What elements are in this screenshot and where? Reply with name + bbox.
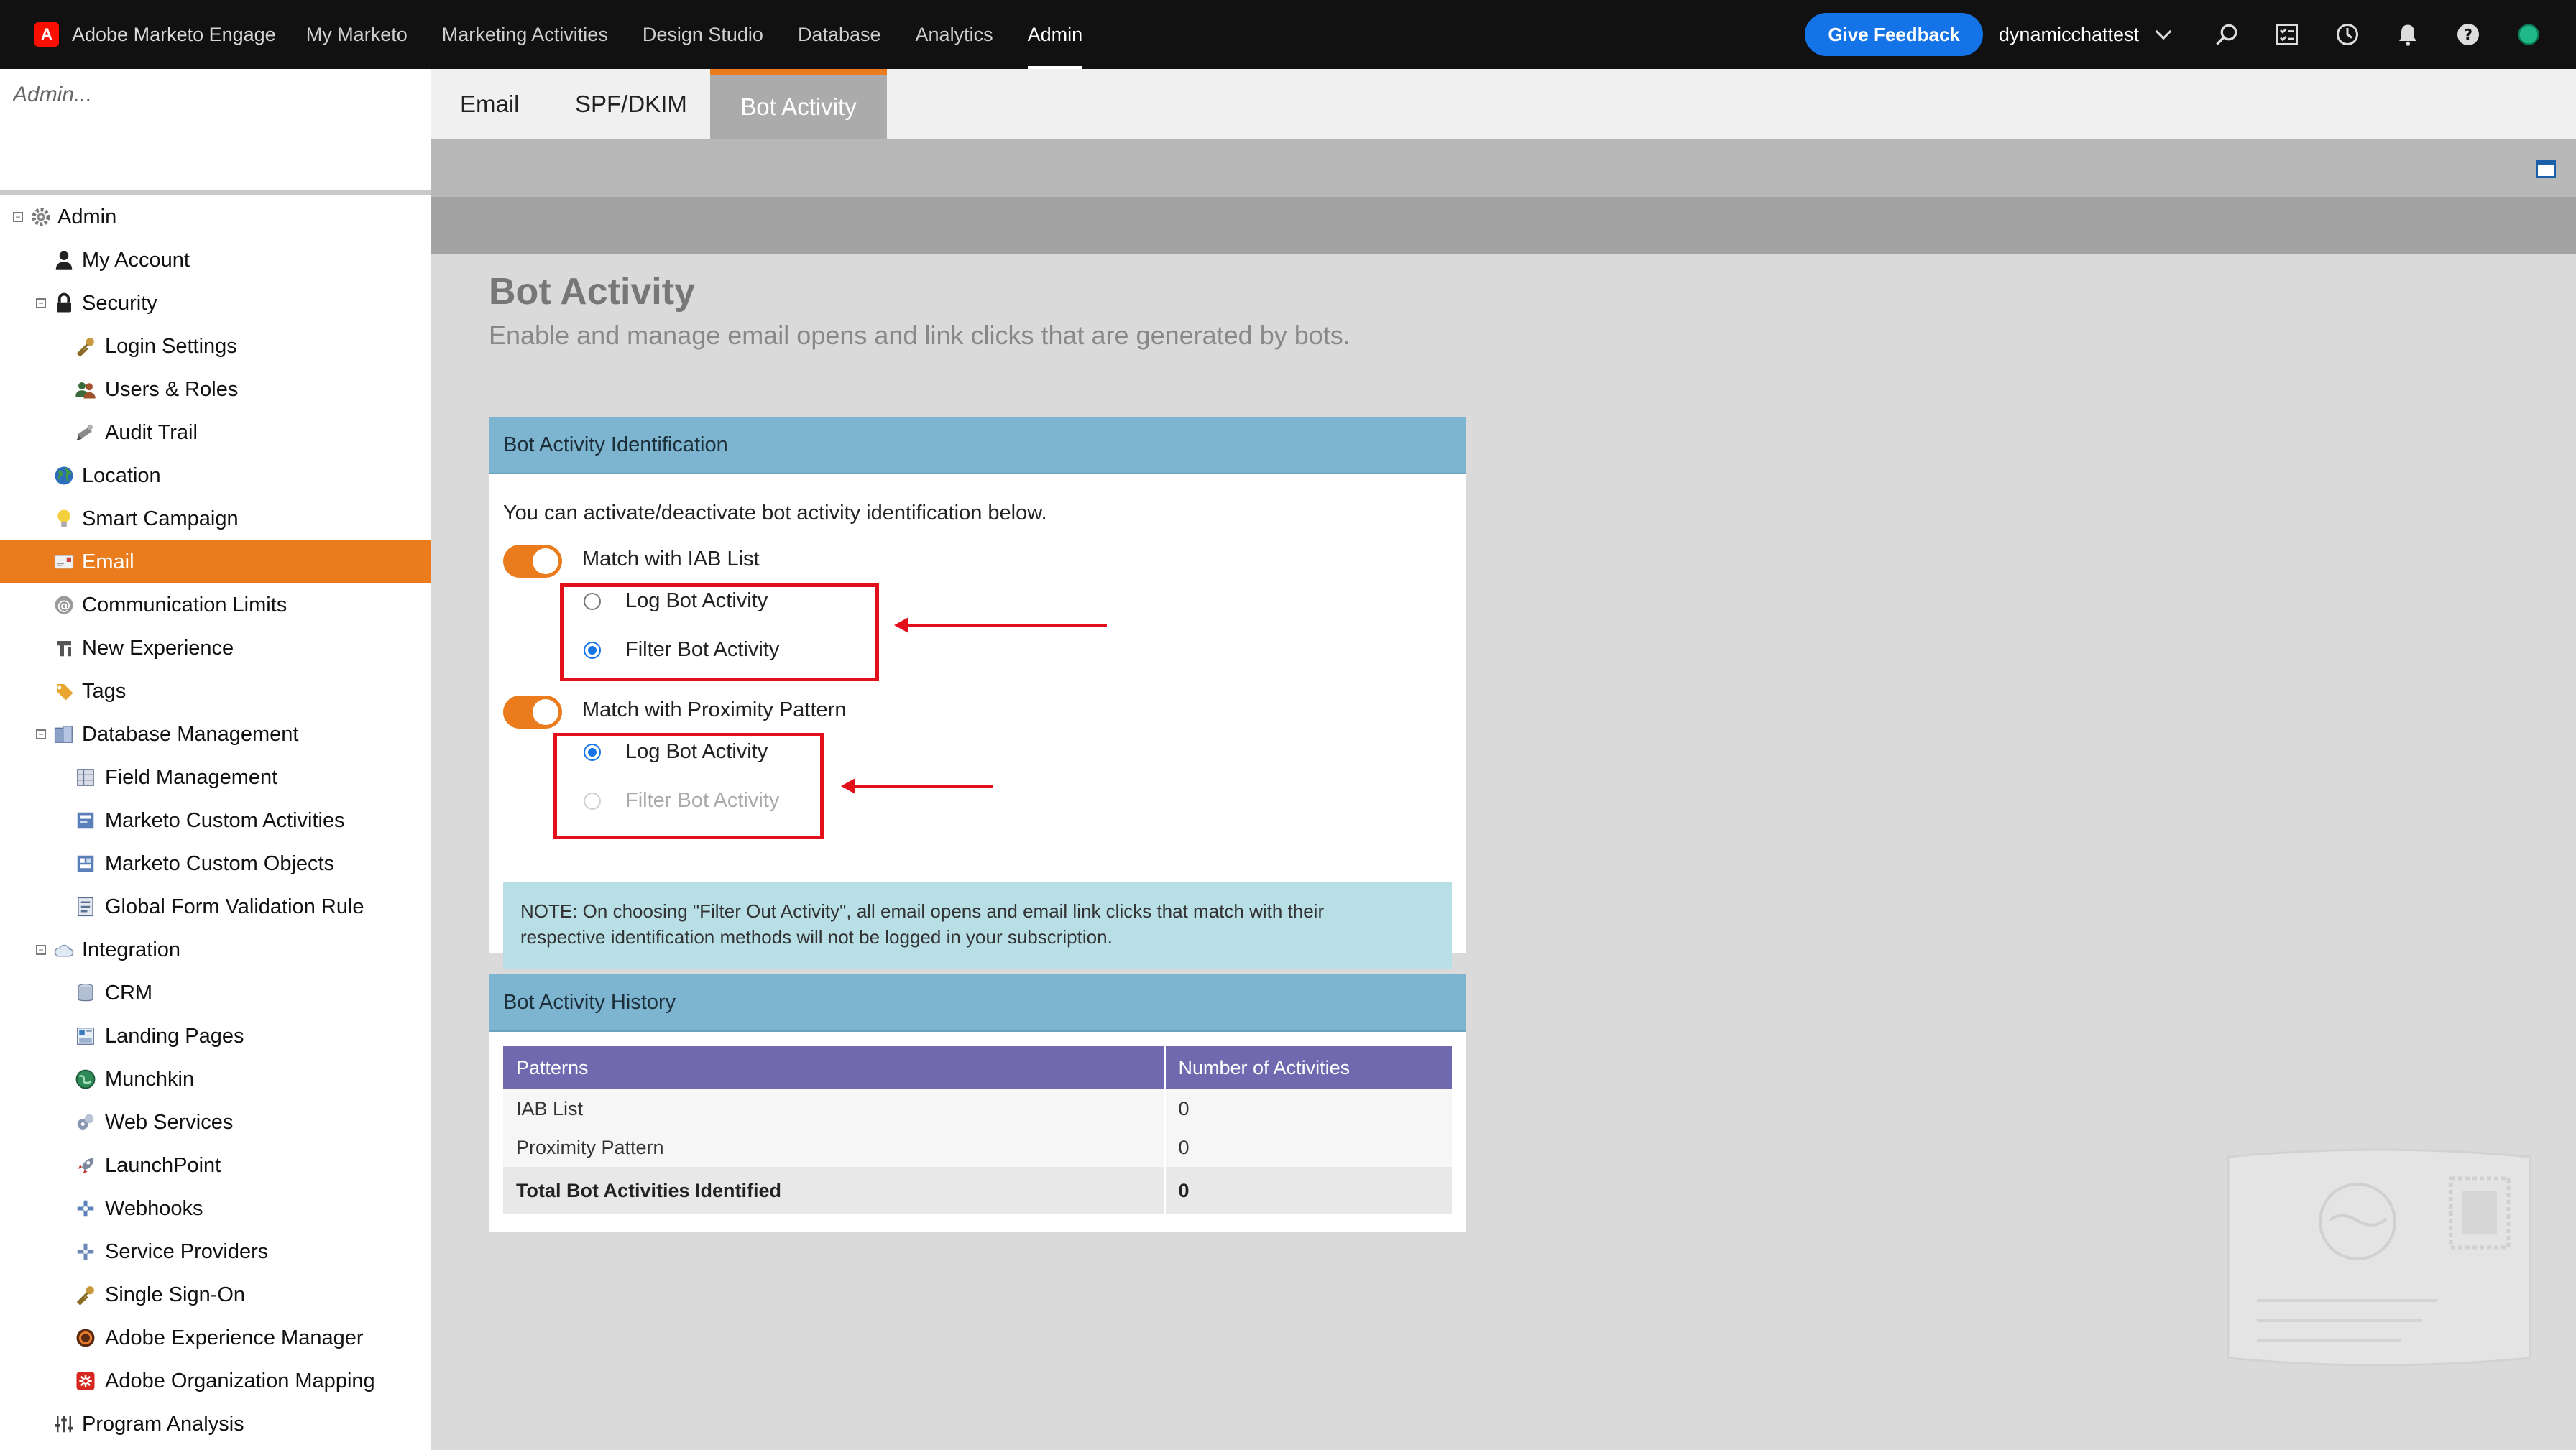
cloud-icon	[53, 939, 75, 961]
tab-bot-activity[interactable]: Bot Activity	[710, 69, 887, 139]
tree-label: Communication Limits	[82, 593, 288, 617]
tree-item-service-providers[interactable]	[0, 1230, 431, 1273]
task-list-icon[interactable]	[2257, 0, 2317, 69]
tree-item-landing-pages[interactable]	[0, 1015, 431, 1058]
identification-description: You can activate/deactivate bot activity identification below.	[503, 502, 1047, 525]
tree-label: Single Sign-On	[105, 1283, 246, 1306]
tree-item-munchkin[interactable]	[0, 1058, 431, 1101]
section-header: Bot Activity History	[489, 974, 1466, 1032]
tree-item-security[interactable]	[0, 282, 431, 325]
bot-activity-history-section	[489, 974, 1466, 1232]
top-navigation-bar	[0, 0, 2576, 69]
radio-label: Log Bot Activity	[625, 589, 768, 612]
audit-trail-icon	[75, 422, 96, 443]
table-row	[503, 1128, 1452, 1167]
page-subtitle: Enable and manage email opens and link clicks that are generated by bots.	[489, 320, 1351, 350]
admin-search	[0, 69, 431, 121]
tree-label: Adobe Organization Mapping	[105, 1369, 375, 1393]
custom-object-icon	[75, 853, 96, 874]
sidebar-divider	[0, 190, 431, 195]
tree-label: Email	[82, 550, 134, 573]
tree-item-email[interactable]	[0, 540, 431, 583]
pattern-cell: IAB List	[503, 1089, 1164, 1128]
tree-label: Smart Campaign	[82, 507, 239, 530]
tree-label: Login Settings	[105, 334, 237, 358]
tree-item-field-management[interactable]	[0, 756, 431, 799]
tree-label: Field Management	[105, 765, 278, 789]
tree-label: Audit Trail	[105, 420, 198, 444]
web-services-icon	[75, 1112, 96, 1133]
collapse-icon[interactable]: −	[36, 945, 46, 955]
tree-item-crm[interactable]	[0, 971, 431, 1015]
users-icon	[75, 379, 96, 400]
tree-item-integration[interactable]	[0, 928, 431, 971]
tree-label: Program Analysis	[82, 1412, 244, 1436]
proximity-pattern-toggle[interactable]	[503, 696, 562, 729]
nav-admin[interactable]: Admin	[1028, 0, 1083, 69]
new-experience-icon	[53, 637, 75, 659]
profile-status-icon[interactable]	[2498, 0, 2559, 69]
tree-item-admin[interactable]	[0, 195, 431, 239]
tree-label: Integration	[82, 938, 181, 961]
annotation-arrow	[897, 624, 1107, 627]
crm-database-icon	[75, 982, 96, 1004]
email-icon	[53, 551, 75, 573]
custom-activity-icon	[75, 810, 96, 831]
chevron-down-icon[interactable]	[2156, 24, 2172, 40]
tree-label: Tags	[82, 679, 126, 703]
section-header: Bot Activity Identification	[489, 417, 1466, 474]
toggle-knob	[533, 548, 558, 574]
note-line: NOTE: On choosing "Filter Out Activity", all email opens and email link clicks that match with their	[520, 900, 1325, 922]
service-provider-icon	[75, 1241, 96, 1262]
tree-item-marketo-custom-activities[interactable]	[0, 799, 431, 842]
total-count-cell: 0	[1164, 1167, 1452, 1214]
give-feedback-button[interactable]: Give Feedback	[1805, 13, 1983, 56]
nav-design-studio[interactable]: Design Studio	[642, 23, 763, 45]
tree-label: Web Services	[105, 1110, 234, 1134]
tree-item-database-management[interactable]	[0, 713, 431, 756]
field-icon	[75, 767, 96, 788]
notification-bell-icon[interactable]	[2378, 0, 2438, 69]
note-line: respective identification methods will not be logged in your subscription.	[520, 926, 1113, 948]
annotation-arrow	[844, 785, 993, 788]
tree-item-new-experience[interactable]	[0, 627, 431, 670]
filter-note	[503, 882, 1452, 969]
svg-text:@: @	[57, 598, 71, 614]
table-header-row	[503, 1046, 1452, 1089]
collapse-icon[interactable]: −	[13, 212, 23, 222]
tree-item-users-roles[interactable]	[0, 368, 431, 411]
radio-label: Filter Bot Activity	[625, 638, 780, 661]
tree-item-web-services[interactable]	[0, 1101, 431, 1144]
lightbulb-icon	[53, 508, 75, 530]
column-header-number-of-activities: Number of Activities	[1164, 1046, 1452, 1089]
brand-name: Adobe Marketo Engage	[72, 23, 276, 45]
tree-label: Munchkin	[105, 1067, 195, 1091]
tree-label: LaunchPoint	[105, 1153, 221, 1177]
radio-label: Log Bot Activity	[625, 740, 768, 763]
pattern-cell: Proximity Pattern	[503, 1128, 1164, 1167]
svg-text:?: ?	[2463, 26, 2473, 44]
annotation-highlight-box	[553, 733, 824, 839]
tree-item-location[interactable]	[0, 454, 431, 497]
toggle-knob	[533, 699, 558, 725]
iab-list-label: Match with IAB List	[582, 548, 760, 571]
gear-icon	[30, 206, 52, 228]
nav-right-controls	[1805, 0, 2576, 69]
tree-label: Users & Roles	[105, 377, 239, 401]
tree-label: CRM	[105, 981, 153, 1005]
help-icon[interactable]	[2438, 0, 2498, 69]
database-icon	[53, 724, 75, 745]
tree-label: My Account	[82, 248, 190, 272]
rocket-icon	[75, 1155, 96, 1176]
main-content	[431, 254, 2576, 1450]
table-total-row	[503, 1167, 1452, 1214]
tree-item-marketo-custom-objects[interactable]	[0, 842, 431, 885]
tree-item-program-analysis[interactable]	[0, 1403, 431, 1446]
tree-label: Location	[82, 463, 161, 487]
tree-label: Landing Pages	[105, 1024, 244, 1048]
globe-icon	[53, 465, 75, 486]
tree-item-tags[interactable]	[0, 670, 431, 713]
tree-label: Adobe Experience Manager	[105, 1326, 364, 1349]
brand[interactable]	[34, 0, 276, 69]
tree-label: Security	[82, 291, 157, 315]
bot-activity-identification-section	[489, 417, 1466, 953]
munchkin-globe-icon	[75, 1068, 96, 1090]
annotation-highlight-box	[560, 583, 879, 681]
program-analysis-icon	[53, 1413, 75, 1435]
tree-item-global-form-validation-rule[interactable]	[0, 885, 431, 928]
tree-label: New Experience	[82, 636, 234, 660]
webhook-icon	[75, 1198, 96, 1219]
tree-item-communication-limits[interactable]	[0, 583, 431, 627]
sso-key-icon	[75, 1284, 96, 1306]
tab-email[interactable]: Email	[460, 91, 520, 117]
tab-spf-dkim[interactable]: SPF/DKIM	[575, 91, 687, 117]
nav-analytics[interactable]: Analytics	[915, 23, 993, 45]
collapse-icon[interactable]: −	[36, 729, 46, 739]
person-icon	[53, 249, 75, 271]
main-nav	[306, 0, 1117, 69]
nav-marketing-activities[interactable]: Marketing Activities	[441, 23, 608, 45]
tree-label: Webhooks	[105, 1196, 203, 1220]
email-admin-tabs	[431, 69, 2576, 139]
tree-item-my-account[interactable]	[0, 239, 431, 282]
lock-icon	[53, 292, 75, 314]
radio-label: Filter Bot Activity	[625, 789, 780, 812]
tree-label: Admin	[58, 205, 117, 228]
table-row	[503, 1089, 1452, 1128]
page-title: Bot Activity	[489, 271, 695, 313]
tree-item-login-settings[interactable]	[0, 325, 431, 368]
adobe-logo-icon: A	[34, 22, 59, 47]
total-label-cell: Total Bot Activities Identified	[503, 1167, 1164, 1214]
tree-label: Marketo Custom Objects	[105, 851, 335, 875]
tag-icon	[53, 680, 75, 702]
tree-item-single-sign-on[interactable]	[0, 1273, 431, 1316]
user-menu[interactable]: dynamicchattest	[1998, 23, 2139, 45]
count-cell: 0	[1164, 1128, 1452, 1167]
tree-item-adobe-organization-mapping[interactable]	[0, 1359, 431, 1403]
tree-item-adobe-experience-manager[interactable]	[0, 1316, 431, 1359]
history-clock-icon[interactable]	[2317, 0, 2378, 69]
nav-database[interactable]: Database	[797, 23, 881, 45]
column-header-patterns: Patterns	[503, 1046, 1164, 1089]
bot-activity-history-table	[503, 1046, 1452, 1214]
tree-label: Global Form Validation Rule	[105, 895, 364, 918]
toolbar-secondary	[431, 197, 2576, 254]
aem-icon	[75, 1327, 96, 1349]
admin-search-input[interactable]	[0, 69, 431, 121]
adobe-org-icon	[75, 1370, 96, 1392]
tree-item-launchpoint[interactable]	[0, 1144, 431, 1187]
tree-label: Service Providers	[105, 1239, 269, 1263]
at-sign-icon	[53, 594, 75, 616]
count-cell: 0	[1164, 1089, 1452, 1128]
form-rule-icon	[75, 896, 96, 918]
key-icon	[75, 336, 96, 357]
toolbar	[431, 139, 2576, 197]
iab-list-toggle[interactable]	[503, 545, 562, 578]
tree-label: Marketo Custom Activities	[105, 808, 345, 832]
tree-label: Database Management	[82, 722, 299, 746]
nav-my-marketo[interactable]: My Marketo	[305, 23, 408, 45]
tree-item-smart-campaign[interactable]	[0, 497, 431, 540]
landing-page-icon	[75, 1025, 96, 1047]
search-icon[interactable]	[2196, 0, 2257, 69]
tree-item-audit-trail[interactable]	[0, 411, 431, 454]
proximity-pattern-label: Match with Proximity Pattern	[582, 698, 847, 721]
panel-toggle-icon[interactable]	[2536, 160, 2556, 178]
tree-item-webhooks[interactable]	[0, 1187, 431, 1230]
envelope-watermark-icon	[2214, 1142, 2544, 1372]
collapse-icon[interactable]: −	[36, 298, 46, 308]
